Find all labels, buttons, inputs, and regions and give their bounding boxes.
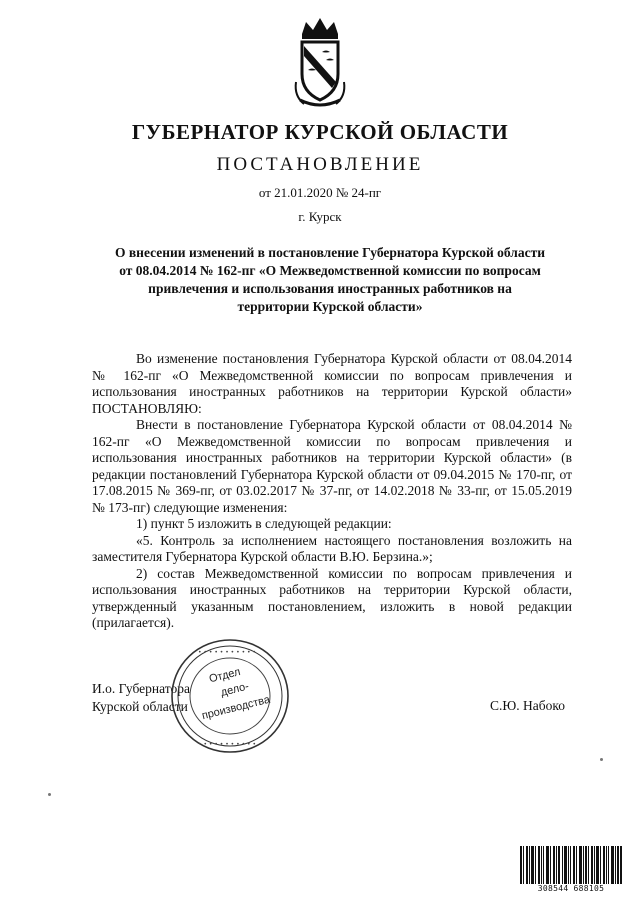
heading-line: территории Курской области» (237, 299, 423, 314)
stamp-line2: дело- (219, 680, 251, 699)
barcode-icon (520, 846, 622, 884)
signatory-position-line2: Курской области (92, 699, 188, 714)
signatory-name: С.Ю. Набоко (490, 698, 565, 713)
stamp-line1: Отдел (207, 665, 242, 686)
heading-line: привлечения и использования иностранных работников на (148, 281, 512, 296)
city: г. Курск (298, 209, 342, 224)
signatory-position-line1: И.о. Губернатора (92, 681, 191, 696)
document-type: ПОСТАНОВЛЕНИЕ (216, 154, 424, 175)
document-heading (90, 244, 570, 316)
coat-of-arms-icon (288, 12, 352, 112)
heading-line: О внесении изменений в постановление Губернатора Курской области (115, 245, 545, 260)
svg-text:• • • • • • • • • • •: • • • • • • • • • • • (198, 649, 257, 656)
authority-title: ГУБЕРНАТОР КУРСКОЙ ОБЛАСТИ (131, 120, 509, 144)
paragraph-3: «5. Контроль за исполнением настоящего постановления возложить на заместителя Губернатора Курской области В.Ю. Берзина.»; (92, 532, 572, 564)
scan-dot (600, 758, 603, 761)
barcode-number: 308544 688105 (537, 884, 605, 893)
official-stamp (168, 634, 292, 758)
document-body (92, 351, 572, 632)
preamble-paragraph: Во изменение постановления Губернатора Курской области от 08.04.2014 № 162-пг «О Межведомственной комиссии по вопросам привлечения и использования иностранных работников на территории Курской области» ПОСТАНОВЛЯЮ: (92, 351, 572, 416)
paragraph-4: 2) состав Межведомственной комиссии по вопросам привлечения и использования иностранных работников на территории Курской области, утвержденный указанным постановлением, изложить в новой редакции (прилагается). (92, 565, 572, 630)
stamp-line3: производства (200, 693, 272, 723)
paragraph-1: Внести в постановление Губернатора Курской области от 08.04.2014 № 162-пг «О Межведомственной комиссии по вопросам привлечения и использования иностранных работников на территории Курской области» (в редакции постановлений Губернатора Курской области от 09.04.2015 № 170-пг, от 17.08.2015 № 369-пг, от 03.02.2017 № 37-пг, от 14.02.2018 № 33-пг, от 15.05.2019 № 173-пг) следующие изменения: (92, 417, 572, 515)
paragraph-2: 1) пункт 5 изложить в следующей редакции: (136, 516, 392, 531)
stamp-seal-icon (168, 634, 292, 758)
svg-text:• • • • • • • • • • •: • • • • • • • • • • • (198, 741, 257, 748)
heading-line: от 08.04.2014 № 162-пг «О Межведомственной комиссии по вопросам (119, 263, 541, 278)
scan-dot (48, 793, 51, 796)
date-number: от 21.01.2020 № 24-пг (258, 185, 382, 200)
